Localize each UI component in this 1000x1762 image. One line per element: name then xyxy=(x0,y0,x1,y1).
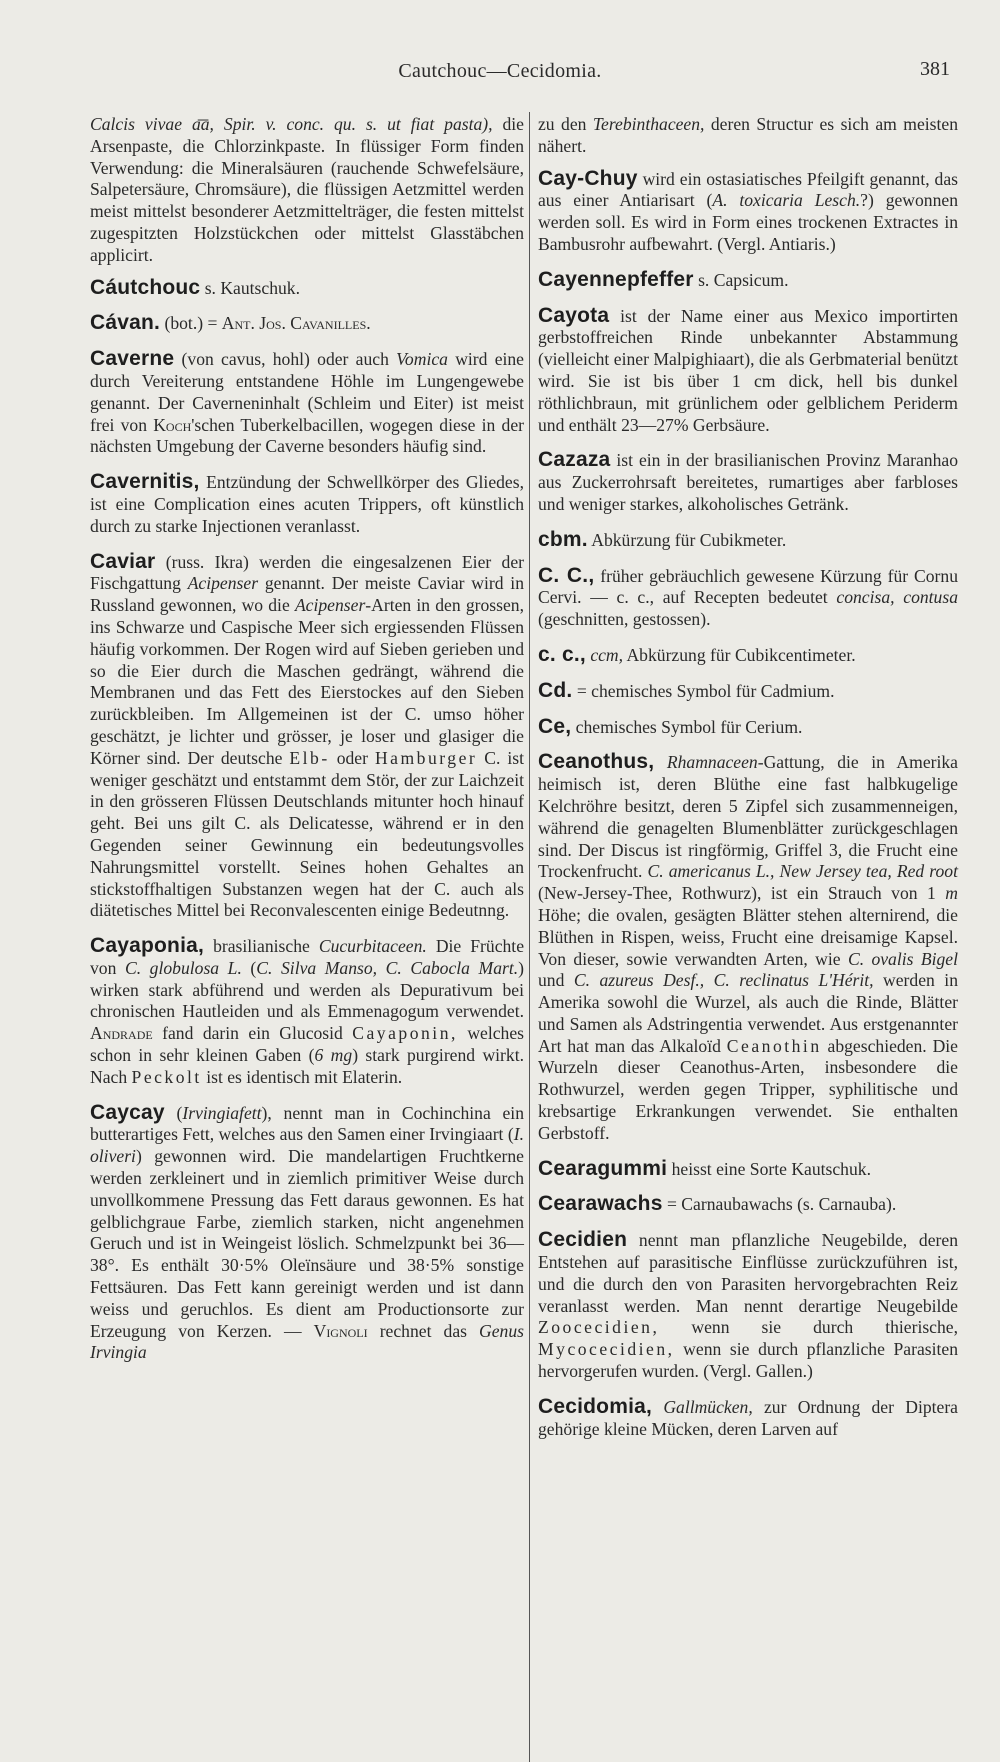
entry-text: ) wirken stark abführend und werden als Depurativum bei chronischen Hautleiden und als Emmenagogum verwendet. xyxy=(90,957,524,1022)
entry-text: ( xyxy=(241,957,257,978)
entry-cecidomia xyxy=(538,1396,958,1441)
spaced-term: Elb- xyxy=(289,747,330,768)
entry-ce xyxy=(538,716,958,739)
entry-text: ?) gewonnen werden soll. Es wird in Form eines trockenen Extractes in Bambusrohr aufbewahrt. (Vergl. Antiaris.) xyxy=(538,190,959,254)
entry-text: wenn sie durch thierische, xyxy=(659,1317,958,1338)
entry-text: chemisches Symbol für Cerium. xyxy=(571,716,803,737)
entry-text: (geschnitten, gestossen). xyxy=(538,609,711,630)
entry-text: brasilianische xyxy=(204,936,319,957)
entry-text: die Arsenpaste, die Chlorzinkpaste. In flüssiger Form finden Verwendung: die Mineralsäuren (rauchende Schwefelsäure, Salpetersäure, Chromsäure), die flüssigen Aetzmittel werden meist mittelst besonderer Aetzmittelträger, die festen mittelst zugespitzten Holzstückchen oder mittelst Glasstäbchen applicirt. xyxy=(90,114,524,265)
italic-term: A. toxicaria Lesch. xyxy=(712,190,861,211)
author-name: Koch xyxy=(153,414,192,435)
entry-text: ) gewonnen wird. Die mandelartigen Fruchtkerne werden zerkleinert und in ziemlich primitiver Weise durch unvollkommene Pressung das Fett daraus gewonnen. Es hat gelblichgraue Farbe, ziemlich starken, nicht angenehmen Geruch und ist in Weingeist löslich. Schmelzpunkt bei 36—38°. Es enthält 30·5% Oleïnsäure und 38·5% sonstige Fettsäuren. Das Fett kann gereinigt werden und ist dann weiss und geruchlos. Es dient am Productionsorte zur Erzeugung von Kerzen. — xyxy=(90,1146,524,1341)
entry-text: Abkürzung für Cubikcentimeter. xyxy=(623,644,856,665)
running-head: Cautchouc—Cecidomia. xyxy=(398,60,602,82)
lemma: c. c., xyxy=(538,642,586,666)
entry-text: ist es identisch mit Elaterin. xyxy=(201,1066,403,1087)
entry-text: s. Kautschuk. xyxy=(200,277,300,298)
entry-cecidien xyxy=(538,1229,958,1383)
entry-text: abgeschieden. Die Wurzeln dieser Ceanothus-Arten, insbesondere die Rothwurzel, werden gegen Tripper, syphilitische und krebsartige Erkrankungen verwendet. Sie enthalten Gerbstoff. xyxy=(538,1035,958,1143)
entry-text: Abkürzung für Cubikmeter. xyxy=(587,529,787,550)
italic-term: Gallmücken, xyxy=(663,1396,753,1417)
entry-text: deren Structur es sich am meisten nähert. xyxy=(538,114,958,156)
entry-text: -Gattung, die in Amerika heimisch ist, deren Blüthe eine fast halbkugelige Kelchröhre besitzt, deren 5 Zipfel sich zusammenneigen, während die genagelten Blumenblätter zurückgeschlagen sind. Der Discus ist ringförmig, Griffel 3, die Frucht eine Trockenfrucht. xyxy=(538,752,958,882)
entry-caycay xyxy=(90,1102,524,1365)
entry-text xyxy=(654,752,667,772)
entry-cavan xyxy=(90,312,524,335)
entry-text: = chemisches Symbol für Cadmium. xyxy=(572,680,835,701)
spaced-term: Mycocecidien, xyxy=(538,1339,675,1360)
entry-text: 'schen Tuberkelbacillen, wogegen diese in der nächsten Umgebung der Caverne besonders häufig sind. xyxy=(90,414,524,457)
spaced-term: Zoocecidien, xyxy=(538,1317,660,1338)
entry-cayennepfeffer xyxy=(538,269,958,292)
column-rule xyxy=(529,112,530,1762)
entry-cay-chuy xyxy=(538,168,958,256)
entry-caverne xyxy=(90,348,524,458)
entry-text: heisst eine Sorte Kautschuk. xyxy=(667,1158,871,1179)
entry-text: zur Ordnung der Diptera gehörige kleine Mücken, deren Larven auf xyxy=(538,1396,958,1439)
italic-term: 6 mg xyxy=(314,1045,353,1066)
italic-term: Vomica xyxy=(396,349,448,370)
italic-term: concisa, contusa xyxy=(836,587,958,608)
lemma: Ceanothus, xyxy=(538,750,655,774)
entry-text: (New-Jersey-Thee, Rothwurz), ist ein Strauch von 1 xyxy=(538,883,946,904)
italic-term: Genus Irvingia xyxy=(90,1320,524,1363)
entry-text: ) stark purgirend wirkt. Nach xyxy=(90,1045,524,1087)
lemma: Cazaza xyxy=(538,448,611,472)
entry-text: früher gebräuchlich gewesene Kürzung für Cornu Cervi. — c. c., auf Recepten bedeutet xyxy=(538,565,959,608)
italic-term: C. globulosa L. xyxy=(124,957,242,978)
lemma: Caviar xyxy=(90,549,156,573)
entry-text: genannt. Der meiste Caviar wird in Russland gewonnen, wo die xyxy=(90,573,524,616)
entry-text: -Arten in den grossen, ins Schwarze und Caspische Meer sich ergiessenden Flüssen häufig vorkommen. Der Rogen wird auf Sieben gerieben und so die Eier durch die Maschen gedrängt, während die Membranen und das Fett des Eierstockes auf den Sieben zurückbleiben. Im Allgemeinen ist der C. umso höher geschätzt, je lichter und grösser, je loser und glasiger die Körner sind. Der deutsche xyxy=(90,595,524,768)
lemma: Caycay xyxy=(90,1100,165,1124)
italic-term: ccm, xyxy=(590,644,624,665)
entry-text: s. Capsicum. xyxy=(693,269,789,290)
entry-cayaponia xyxy=(90,935,524,1089)
italic-term: C. ovalis Bigel xyxy=(847,948,958,969)
lemma: Cearawachs xyxy=(538,1192,663,1216)
entry-cautchouc xyxy=(90,277,524,300)
entry-cearagummi xyxy=(538,1158,958,1181)
entry-c-c-lower xyxy=(538,644,958,667)
entry-c-c-upper xyxy=(538,565,958,631)
entry-text: ist ein in der brasilianischen Provinz Maranhao aus Zuckerrohrsaft bereitetes, rumartiges aber farbloses und weniger starkes, alkoholisches Getränk. xyxy=(538,450,958,514)
italic-term: Irvingiafett xyxy=(182,1102,262,1123)
entry-ceanothus xyxy=(538,751,958,1144)
italic-term: Rhamnaceen xyxy=(666,752,758,773)
spaced-term: Cayaponin, xyxy=(352,1023,458,1044)
author-name: Andrade xyxy=(90,1023,153,1044)
left-column xyxy=(90,114,524,1377)
entry-calcis-continuation xyxy=(90,114,524,267)
author-name: Vignoli xyxy=(313,1320,368,1341)
author-name: Ant. Jos. Cavanilles. xyxy=(221,313,371,334)
entry-caycay-continuation xyxy=(538,114,958,158)
entry-text: und xyxy=(538,970,574,991)
lemma: Cayaponia, xyxy=(90,934,205,958)
spaced-term: Hamburger xyxy=(374,747,478,768)
lemma: Cay-Chuy xyxy=(538,166,638,190)
italic-term: Terebinthaceen, xyxy=(592,114,705,134)
entry-text: Die Früchte von xyxy=(90,936,524,978)
italic-term: Acipenser xyxy=(187,573,259,594)
entry-text xyxy=(652,1397,663,1417)
entry-text: werden in Amerika sowohl die Wurzel, als auch die Rinde, Blätter und Samen als Adstringentia verwendet. Aus erstgenannter Art hat man das Alkaloïd xyxy=(538,970,958,1056)
entry-text: (bot.) = xyxy=(160,313,222,334)
entry-text: (von cavus, hohl) oder auch xyxy=(174,349,397,370)
italic-term: C. Silva Manso, C. Cabocla Mart. xyxy=(256,957,519,978)
lemma: cbm. xyxy=(538,527,588,551)
lemma: Cearagummi xyxy=(538,1156,668,1180)
italic-term: I. oliveri xyxy=(90,1124,524,1167)
italic-term: C. americanus L., New Jersey tea, Red root xyxy=(647,861,958,882)
entry-text: C. ist weniger geschätzt und entstammt dem Stör, der zur Laichzeit in den grösseren Flüssen Deutschlands mitunter hoch hinauf geht. Bei uns gilt C. als Delicatesse, während er in den Gegenden seiner Gewinnung ein bedeutungsvolles Nahrungsmittel vorstellt. Seines hohen Gehaltes an stickstoffhaltigen Substanzen wegen hat der C. auch als diätetisches Mittel bei Reconvalescenten einige Bedeutnng. xyxy=(90,747,524,921)
entry-cd xyxy=(538,680,958,703)
entry-text: Höhe; die ovalen, gesägten Blätter stehen alternirend, die Blüthen in Rispen, weiss, Frucht eine dreisamige Kapsel. Von dieser, sowie verwandten Arten, wie xyxy=(538,904,958,969)
entry-text: ), nennt man in Cochinchina ein butterartiges Fett, welches aus den Samen einer Irvingiaart ( xyxy=(90,1102,524,1145)
entry-cazaza xyxy=(538,449,958,515)
entry-text: wird ein ostasiatisches Pfeilgift genannt, das aus einer Antiarisart ( xyxy=(538,168,958,211)
entry-cearawachs xyxy=(538,1193,958,1216)
entry-text: oder xyxy=(329,747,375,768)
entry-cavernitis xyxy=(90,471,524,537)
entry-caviar xyxy=(90,551,524,923)
lemma: Caverne xyxy=(90,347,175,371)
entry-text: ist der Name einer aus Mexico importirten gerbstoffreichen Rinde unbekannter Abstammung (vielleicht einer Malpighiaart), die als Gerbmaterial benützt wird. Sie ist bis über 1 cm dick, hell bis dunkel röthlichbraun, mit grünlichem oder gelblichem Periderm und enthält 23—27% Gerbsäure. xyxy=(538,305,958,435)
lemma: Cayota xyxy=(538,303,610,327)
entry-text: zu den xyxy=(538,114,593,134)
italic-term: Acipenser xyxy=(294,595,366,616)
entry-text: wird eine durch Vereiterung entstandene Höhle im Lungengewebe genannt. Der Caverneninhalt (Schleim und Eiter) ist meist frei von xyxy=(90,349,524,435)
spaced-term: Peckolt xyxy=(131,1066,202,1087)
entry-text: ( xyxy=(164,1102,183,1123)
lemma: Cávan. xyxy=(90,311,161,335)
lemma: C. C., xyxy=(538,563,595,587)
italic-term: Cucurbitaceen. xyxy=(318,936,427,957)
page-number: 381 xyxy=(920,58,950,80)
lemma: Ce, xyxy=(538,714,572,738)
italic-term: C. azureus Desf., C. reclinatus L'Hérit, xyxy=(573,970,874,991)
right-column xyxy=(538,114,958,1453)
italic-term: m xyxy=(945,883,958,904)
entry-text: fand darin ein Glucosid xyxy=(152,1023,353,1044)
lemma: Cecidien xyxy=(538,1228,628,1252)
entry-text: wenn sie durch pflanzliche Parasiten hervorgerufen wurden. (Vergl. Gallen.) xyxy=(538,1339,958,1382)
lemma: Cavernitis, xyxy=(90,470,200,494)
lemma: Cayennepfeffer xyxy=(538,267,694,291)
lemma: Cáutchouc xyxy=(90,275,201,299)
entry-text: rechnet das xyxy=(367,1320,480,1341)
entry-cbm xyxy=(538,529,958,552)
entry-text: = Carnaubawachs (s. Carnauba). xyxy=(662,1194,897,1215)
lemma: Cecidomia, xyxy=(538,1394,653,1418)
entry-text: Entzündung der Schwellkörper des Gliedes, ist eine Complication eines acuten Trippers, oft künstlich durch zu starke Injectionen veranlasst. xyxy=(90,472,524,536)
lemma: Cd. xyxy=(538,678,573,702)
formula-text: Calcis vivae a͞a, Spir. v. conc. qu. s. ut fiat pasta), xyxy=(90,114,493,134)
entry-text: (russ. Ikra) werden die eingesalzenen Eier der Fischgattung xyxy=(90,551,524,594)
entry-text: welches schon in sehr kleinen Gaben ( xyxy=(90,1023,524,1066)
spaced-term: Ceanothin xyxy=(726,1035,822,1056)
entry-cayota xyxy=(538,305,958,437)
entry-text: nennt man pflanzliche Neugebilde, deren Entstehen auf parasitische Einflüsse zurückzuführen ist, und die durch den von Parasiten hervorgebrachten Reiz veranlasst werden. Man nennt derartige Neugebilde xyxy=(538,1230,958,1316)
